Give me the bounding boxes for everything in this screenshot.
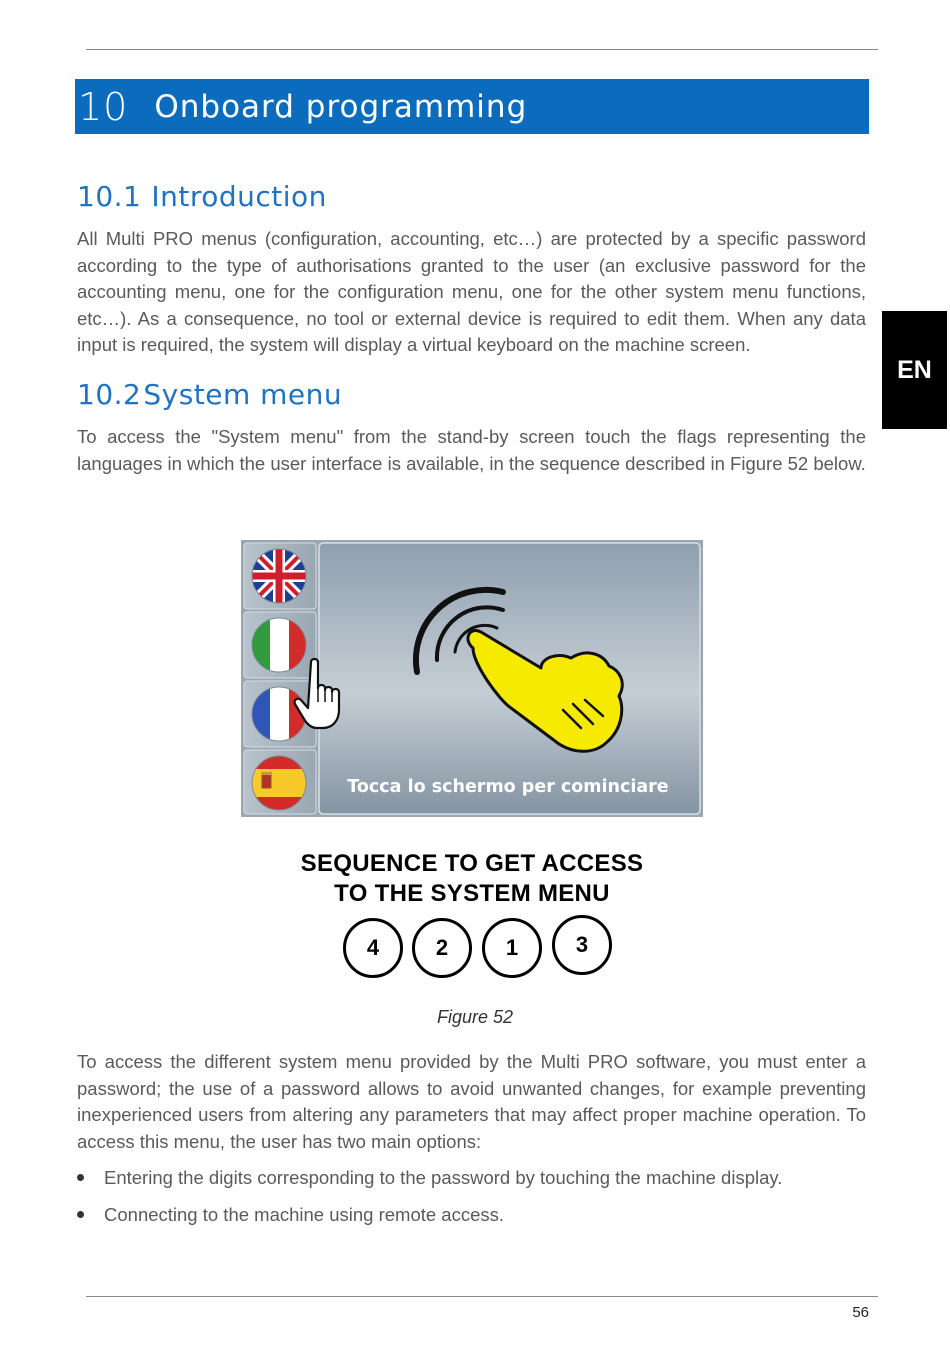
section-title: System menu bbox=[143, 378, 343, 411]
list-item-text: Entering the digits corresponding to the password by touching the machine display. bbox=[104, 1167, 783, 1188]
figure-caption: Figure 52 bbox=[436, 1007, 514, 1027]
sequence-step: 2 bbox=[412, 918, 472, 978]
system-menu-paragraph: To access the "System menu" from the stand-by screen touch the flags representing the languages in which the user interface is available, in the sequence described in Figure 52 below. bbox=[77, 426, 866, 474]
sequence-title-line1: SEQUENCE TO GET ACCESS bbox=[300, 850, 644, 877]
standby-screen-figure bbox=[241, 540, 703, 817]
list-item bbox=[77, 1167, 782, 1189]
sequence-step: 1 bbox=[482, 918, 542, 978]
top-divider bbox=[86, 49, 878, 50]
bottom-divider bbox=[86, 1296, 878, 1297]
section-title: Introduction bbox=[151, 180, 327, 213]
list-item bbox=[77, 1204, 504, 1226]
screen-message: Tocca lo schermo per cominciare bbox=[347, 777, 669, 797]
chapter-title: Onboard programming bbox=[154, 88, 528, 125]
section-number: 10.2 bbox=[77, 378, 142, 411]
sequence-title-line2: TO THE SYSTEM MENU bbox=[334, 880, 610, 907]
bullet-icon bbox=[77, 1174, 84, 1181]
sequence-step: 3 bbox=[552, 915, 612, 975]
section-number: 10.1 bbox=[77, 180, 142, 213]
sequence-step: 4 bbox=[343, 918, 403, 978]
bullet-icon bbox=[77, 1211, 84, 1218]
section-heading-introduction bbox=[77, 180, 327, 213]
section-heading-system-menu bbox=[77, 378, 342, 411]
chapter-number: 10 bbox=[78, 84, 129, 129]
intro-paragraph: All Multi PRO menus (configuration, accounting, etc…) are protected by a specific password according to the type of authorisations granted to the user (an exclusive password for the accounting menu, one for the configuration menu, one for the other system menu functions, etc…). As a consequence, no tool or external device is required to edit them. When any data input is required, the system will display a virtual keyboard on the machine screen. bbox=[77, 228, 866, 356]
list-item-text: Connecting to the machine using remote access. bbox=[104, 1204, 505, 1225]
chapter-header bbox=[75, 79, 869, 134]
access-paragraph: To access the different system menu provided by the Multi PRO software, you must enter a password; the use of a password allows to avoid unwanted changes, for example preventing inexperienced users from altering any parameters that may affect proper machine operation. To access this menu, the user has two main options: bbox=[77, 1051, 866, 1152]
language-tab: EN bbox=[882, 311, 947, 429]
page-number: 56 bbox=[852, 1304, 869, 1321]
